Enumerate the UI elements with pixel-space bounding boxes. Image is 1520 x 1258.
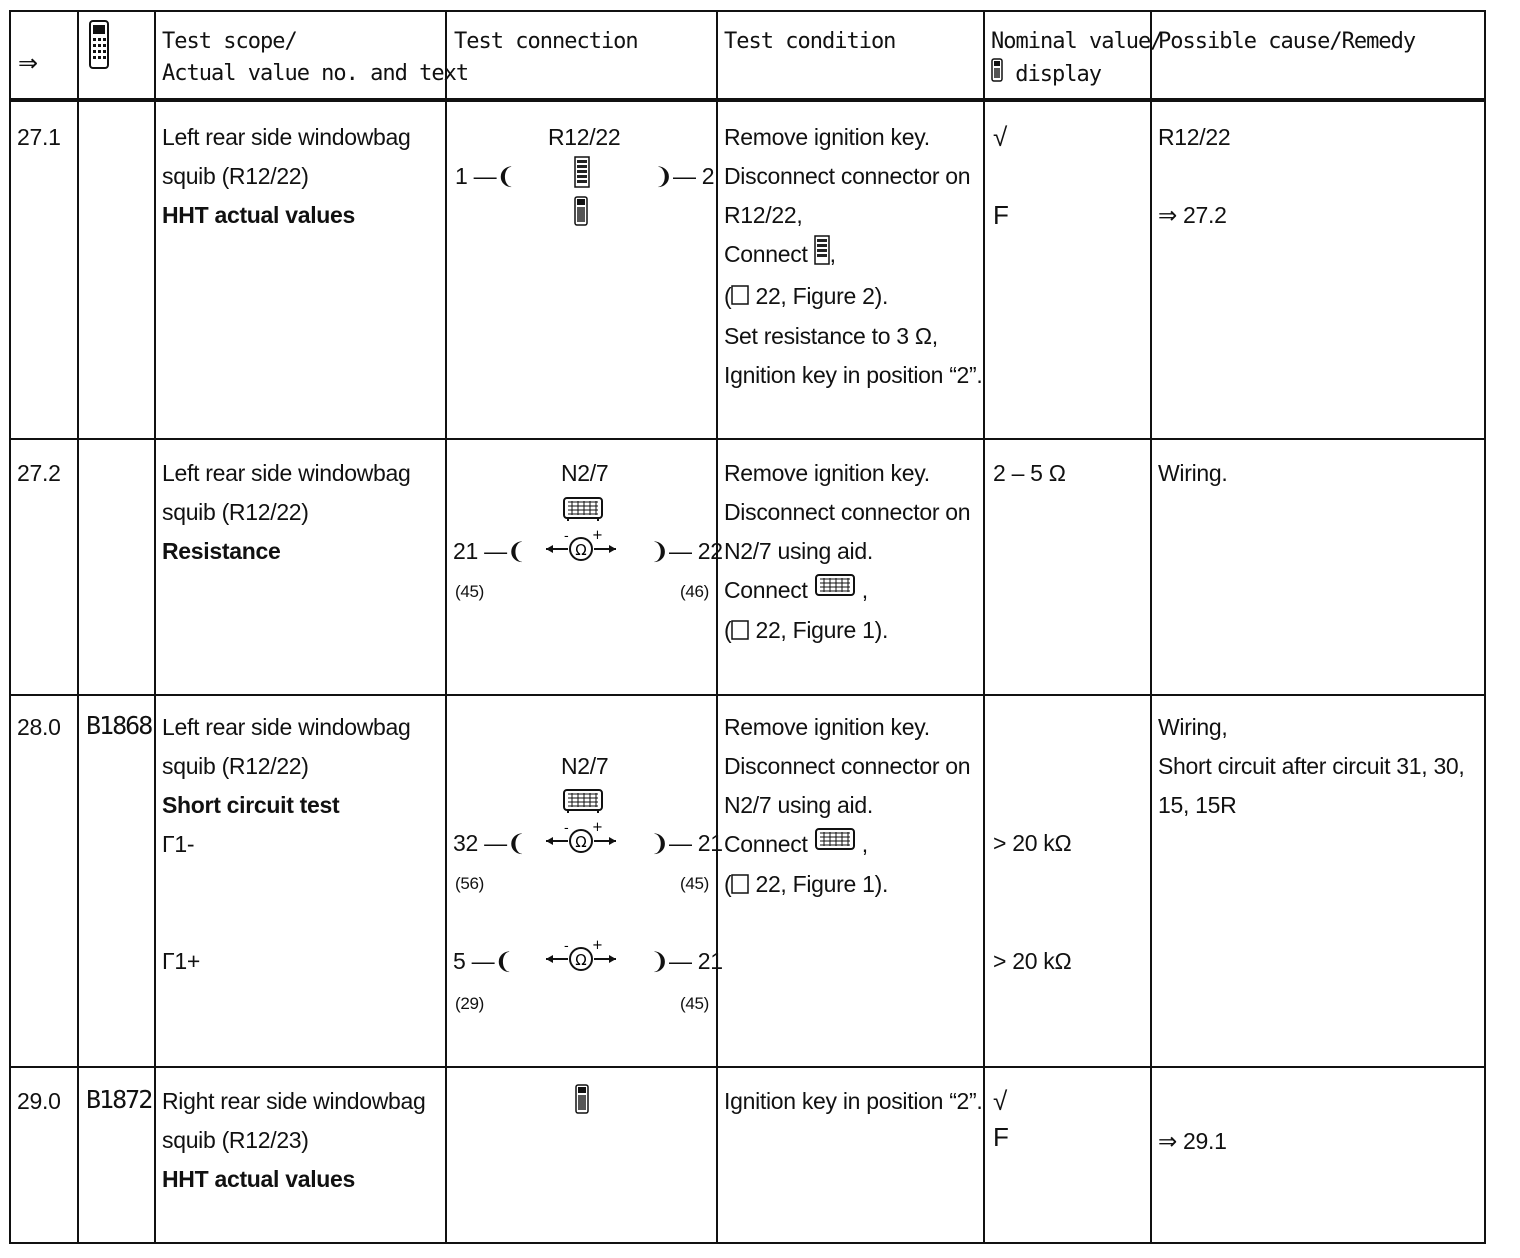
ohm-symbol: Ω	[575, 951, 587, 969]
hht-icon	[575, 1084, 589, 1119]
pin-left: 1 —❨	[455, 163, 516, 189]
control-unit-icon	[814, 826, 856, 865]
step-number: 27.2	[17, 460, 61, 486]
step-number: 29.0	[17, 1088, 61, 1114]
remedy: Wiring, Short circuit after circuit 31, 30, 15, 15R	[1158, 714, 1465, 818]
book-reference-icon	[731, 867, 749, 906]
minus-symbol: -	[564, 939, 569, 954]
nominal-value: > 20 kΩ	[993, 830, 1072, 856]
control-unit-icon	[562, 788, 604, 819]
pin-right: ❩— 2	[654, 163, 715, 189]
plus-symbol: +	[592, 939, 603, 953]
book-reference-icon	[731, 278, 749, 317]
minus-symbol: -	[564, 529, 569, 544]
book-reference-icon	[731, 613, 749, 652]
ohmmeter-icon	[544, 939, 618, 980]
remedy: R12/22	[1158, 124, 1231, 150]
test-scope-variant: Γ1+	[162, 948, 200, 974]
component-label: N2/7	[561, 753, 609, 779]
fault-code: B1868	[86, 711, 152, 740]
resistance-decade-icon	[574, 156, 590, 193]
col-divider	[983, 12, 985, 1242]
remedy-link: ⇒ 29.1	[1158, 1128, 1227, 1154]
nominal-value: > 20 kΩ	[993, 948, 1072, 974]
header-nominal-value: Nominal value/ display	[991, 26, 1162, 92]
ohm-symbol: Ω	[575, 541, 587, 559]
pin-sub-right: (45)	[680, 874, 710, 893]
test-scope: Left rear side windowbag squib (R12/22) Short circuit test Γ1-	[162, 714, 411, 857]
pin-right: ❩— 21	[650, 830, 723, 856]
header-arrow: ⇒	[18, 50, 38, 77]
test-condition: Remove ignition key. Disconnect connector on R12/22, Connect , ( 22, Figure 2). Set resistance to 3 Ω, Ignition key in position “2”.	[724, 124, 983, 389]
fault-code: B1872	[86, 1085, 152, 1114]
row-divider	[11, 438, 1484, 440]
ohmmeter-icon	[544, 821, 618, 862]
test-scope: Left rear side windowbag squib (R12/22) Resistance	[162, 460, 411, 564]
pin-left: 21 —❨	[453, 538, 526, 564]
plus-symbol: +	[592, 821, 603, 835]
col-divider	[716, 12, 718, 1242]
pin-sub-right: (46)	[680, 582, 710, 601]
row-divider	[11, 694, 1484, 696]
pin-left: 32 —❨	[453, 830, 526, 856]
test-condition: Ignition key in position “2”.	[724, 1088, 983, 1114]
col-divider	[77, 12, 79, 1242]
resistance-decade-icon	[814, 235, 830, 277]
component-label: R12/22	[548, 124, 621, 150]
pin-sub-left: (45)	[455, 582, 485, 601]
test-condition: Remove ignition key. Disconnect connector on N2/7 using aid. Connect , ( 22, Figure 1).	[724, 454, 970, 652]
nominal-fault: F	[993, 1122, 1009, 1152]
nominal-ok: √	[993, 122, 1007, 152]
col-divider	[445, 12, 447, 1242]
test-scope: Left rear side windowbag squib (R12/22) HHT actual values	[162, 124, 411, 228]
nominal-ok: √	[993, 1086, 1007, 1116]
control-unit-icon	[814, 572, 856, 611]
minus-symbol: -	[564, 821, 569, 836]
hht-icon	[991, 58, 1003, 92]
remedy: Wiring.	[1158, 460, 1228, 486]
component-label: N2/7	[561, 460, 609, 486]
nominal-fault: F	[993, 200, 1009, 230]
nominal-value: 2 – 5 Ω	[993, 460, 1066, 486]
col-divider	[154, 12, 156, 1242]
pin-right: ❩— 22	[650, 538, 723, 564]
header-test-connection: Test connection	[454, 29, 638, 54]
row-divider	[11, 1066, 1484, 1068]
test-condition: Remove ignition key. Disconnect connector on N2/7 using aid. Connect , ( 22, Figure 1).	[724, 708, 970, 906]
remedy-link: ⇒ 27.2	[1158, 202, 1227, 228]
pin-left: 5 —❨	[453, 948, 514, 974]
test-scope: Right rear side windowbag squib (R12/23) HHT actual values	[162, 1088, 426, 1192]
pin-sub-left: (56)	[455, 874, 485, 893]
ohmmeter-icon	[544, 529, 618, 570]
hht-icon	[574, 196, 588, 231]
header-possible-cause: Possible cause/Remedy	[1158, 29, 1416, 54]
ohm-symbol: Ω	[575, 833, 587, 851]
pin-sub-left: (29)	[455, 994, 485, 1013]
control-unit-icon	[562, 496, 604, 527]
hht-icon	[88, 20, 110, 75]
step-number: 28.0	[17, 714, 61, 740]
pin-right: ❩— 21	[650, 948, 723, 974]
step-number: 27.1	[17, 124, 61, 150]
col-divider	[1150, 12, 1152, 1242]
plus-symbol: +	[592, 529, 603, 543]
header-test-condition: Test condition	[724, 29, 896, 54]
pin-sub-right: (45)	[680, 994, 710, 1013]
header-divider	[11, 98, 1484, 102]
header-test-scope: Test scope/ Actual value no. and text	[162, 29, 469, 86]
